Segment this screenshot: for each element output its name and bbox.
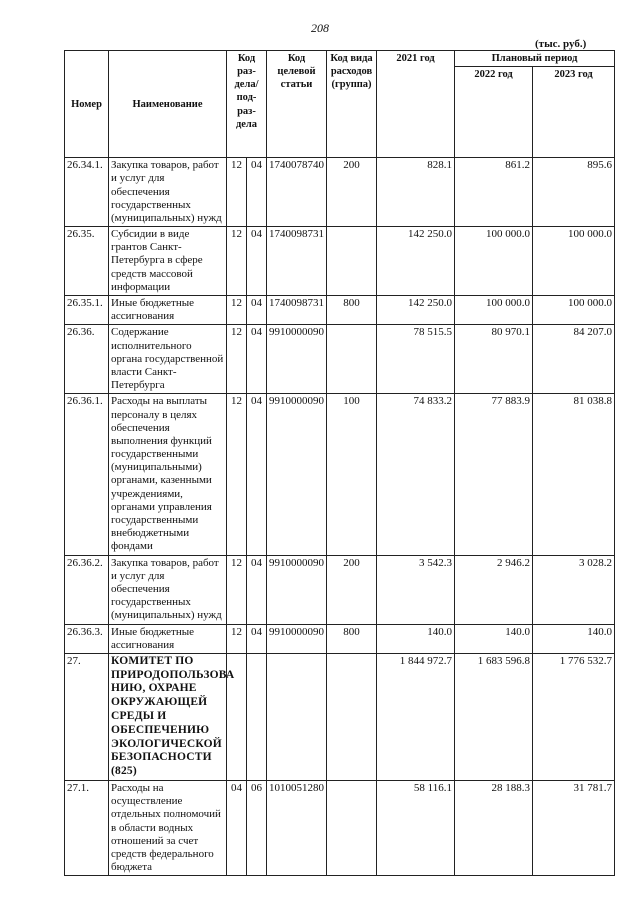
row-expense-type [327,781,377,876]
row-name: Закупка товаров, работ и услуг для обеспечения государственных (муниципальных) нужд [109,158,227,227]
row-amount-2022: 100 000.0 [455,227,533,296]
row-section: 12 [227,325,247,394]
row-number: 26.34.1. [65,158,109,227]
row-amount-2022: 28 188.3 [455,781,533,876]
row-expense-type [327,325,377,394]
row-target-code: 1740098731 [267,227,327,296]
table-row [65,781,615,876]
row-name: Иные бюджетные ассигнования [109,624,227,653]
table-body [65,158,615,876]
row-subsection: 04 [247,227,267,296]
row-name: Расходы на выплаты персоналу в целях обеспечения выполнения функций государственными (муниципальными) органами, казенными учреждениями, органами управления государственными внебюджетными фондами [109,394,227,555]
row-amount-2023: 895.6 [533,158,615,227]
row-target-code: 9910000090 [267,394,327,555]
row-section: 12 [227,624,247,653]
row-number: 26.35. [65,227,109,296]
row-section: 12 [227,394,247,555]
row-section: 12 [227,227,247,296]
budget-table [64,50,615,876]
row-amount-2022: 1 683 596.8 [455,653,533,780]
header-planned-period: Плановый период [455,51,615,67]
header-2023: 2023 год [533,67,615,158]
table-row [65,296,615,325]
table-row [65,394,615,555]
units-label: (тыс. руб.) [535,38,587,50]
row-amount-2021: 74 833.2 [377,394,455,555]
row-expense-type [327,653,377,780]
row-subsection: 04 [247,296,267,325]
row-amount-2021: 3 542.3 [377,555,455,624]
header-2021: 2021 год [377,51,455,158]
row-amount-2022: 861.2 [455,158,533,227]
row-amount-2022: 77 883.9 [455,394,533,555]
row-name: Субсидии в виде грантов Санкт-Петербурга в сфере средств массовой информации [109,227,227,296]
row-target-code: 9910000090 [267,555,327,624]
row-amount-2022: 80 970.1 [455,325,533,394]
row-amount-2021: 142 250.0 [377,296,455,325]
row-subsection [247,653,267,780]
row-section: 12 [227,158,247,227]
row-subsection: 04 [247,555,267,624]
row-target-code: 9910000090 [267,624,327,653]
row-target-code [267,653,327,780]
row-expense-type: 100 [327,394,377,555]
row-expense-type: 800 [327,624,377,653]
row-subsection: 06 [247,781,267,876]
table-row [65,555,615,624]
row-amount-2023: 84 207.0 [533,325,615,394]
row-name: КОМИТЕТ ПО ПРИРОДОПОЛЬЗОВА НИЮ, ОХРАНЕ ОКРУЖАЮЩЕЙ СРЕДЫ И ОБЕСПЕЧЕНИЮ ЭКОЛОГИЧЕСКОЙ БЕЗОПАСНОСТИ (825) [109,653,227,780]
page-number: 208 [311,21,329,35]
header-row [65,51,615,67]
row-name: Закупка товаров, работ и услуг для обеспечения государственных (муниципальных) нужд [109,555,227,624]
row-expense-type: 200 [327,555,377,624]
row-amount-2023: 31 781.7 [533,781,615,876]
row-amount-2021: 1 844 972.7 [377,653,455,780]
header-target: Код целевой статьи [267,51,327,158]
row-amount-2021: 140.0 [377,624,455,653]
row-section: 12 [227,555,247,624]
row-expense-type: 200 [327,158,377,227]
row-amount-2022: 100 000.0 [455,296,533,325]
table-row [65,158,615,227]
table-row [65,653,615,780]
row-number: 26.36.2. [65,555,109,624]
row-name: Иные бюджетные ассигнования [109,296,227,325]
row-subsection: 04 [247,624,267,653]
row-amount-2021: 828.1 [377,158,455,227]
row-amount-2023: 100 000.0 [533,227,615,296]
row-amount-2021: 58 116.1 [377,781,455,876]
row-amount-2021: 142 250.0 [377,227,455,296]
row-expense-type: 800 [327,296,377,325]
row-number: 27. [65,653,109,780]
row-number: 26.35.1. [65,296,109,325]
row-amount-2022: 2 946.2 [455,555,533,624]
row-number: 27.1. [65,781,109,876]
header-2022: 2022 год [455,67,533,158]
row-target-code: 1740098731 [267,296,327,325]
row-number: 26.36. [65,325,109,394]
row-section: 04 [227,781,247,876]
header-expense-type: Код вида расходов (группа) [327,51,377,158]
row-name: Содержание исполнительного органа государственной власти Санкт-Петербурга [109,325,227,394]
header-name: Наименование [109,51,227,158]
row-number: 26.36.3. [65,624,109,653]
row-expense-type [327,227,377,296]
row-amount-2022: 140.0 [455,624,533,653]
row-amount-2023: 3 028.2 [533,555,615,624]
row-amount-2023: 100 000.0 [533,296,615,325]
header-section: Код раз-дела/ под-раз-дела [227,51,267,158]
header-number: Номер [65,51,109,158]
row-amount-2021: 78 515.5 [377,325,455,394]
table-row [65,227,615,296]
row-target-code: 9910000090 [267,325,327,394]
row-subsection: 04 [247,394,267,555]
table-row [65,325,615,394]
row-amount-2023: 81 038.8 [533,394,615,555]
row-target-code: 1010051280 [267,781,327,876]
row-number: 26.36.1. [65,394,109,555]
table-row [65,624,615,653]
row-amount-2023: 140.0 [533,624,615,653]
row-subsection: 04 [247,158,267,227]
row-target-code: 1740078740 [267,158,327,227]
row-name: Расходы на осуществление отдельных полномочий в области водных отношений за счет средств федерального бюджета [109,781,227,876]
row-amount-2023: 1 776 532.7 [533,653,615,780]
row-subsection: 04 [247,325,267,394]
row-section: 12 [227,296,247,325]
